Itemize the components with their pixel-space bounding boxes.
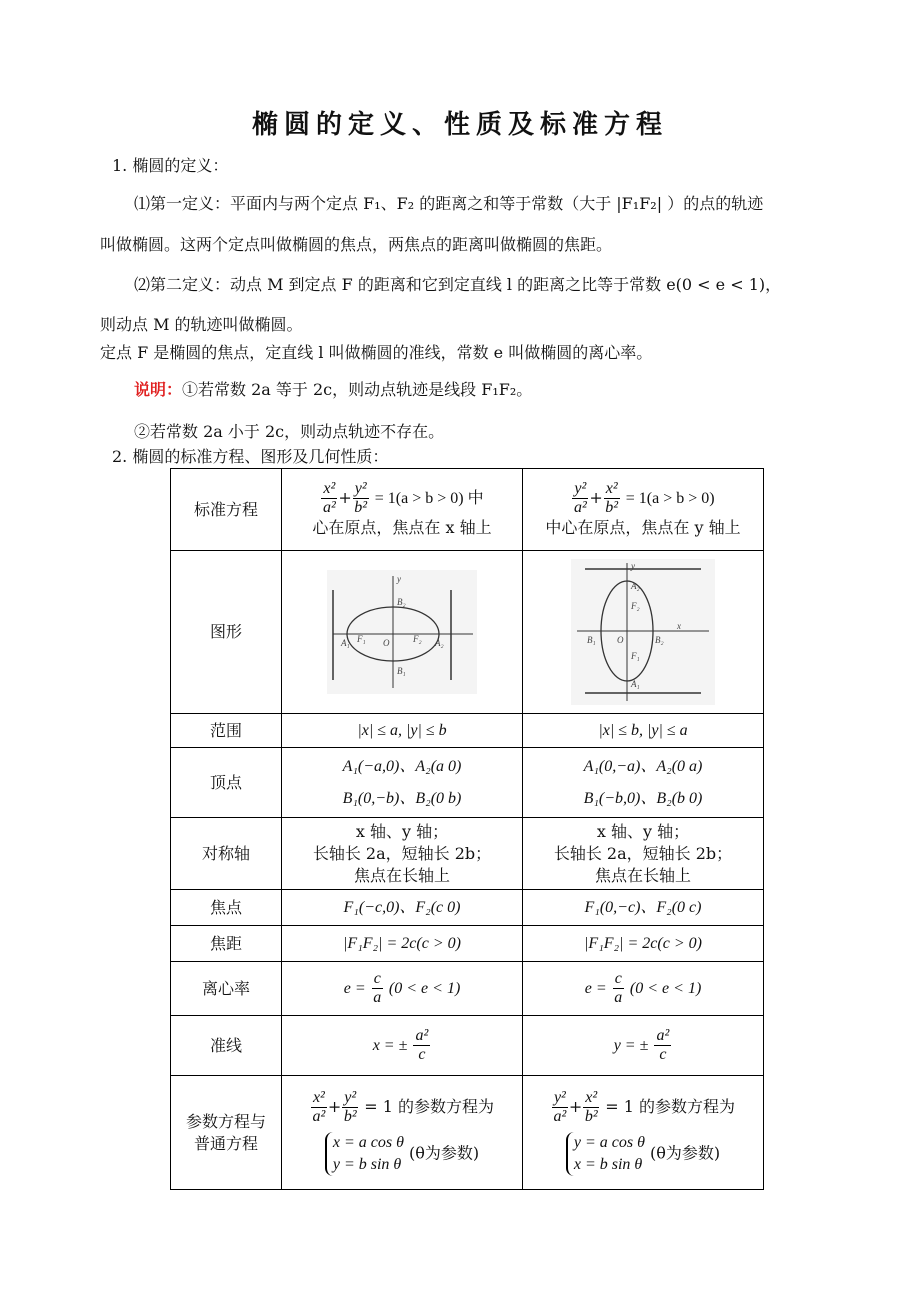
c2-figure — [523, 551, 764, 714]
fig2-label: y — [631, 561, 635, 571]
fig1-label: F₁ — [357, 634, 366, 644]
c2-focal: |F₁F₂| = 2c(c > 0) — [523, 926, 764, 962]
fig2-label: B₁ — [587, 635, 596, 645]
fig1-label: O — [383, 638, 390, 648]
row-standard — [171, 469, 764, 551]
row-axis — [171, 818, 764, 890]
label-standard: 标准方程 — [171, 469, 282, 551]
fig2-label: x — [677, 621, 681, 631]
c2-focus: F₁(0,−c)、F₂(0 c) — [523, 890, 764, 926]
fig2-label: B₂ — [655, 635, 664, 645]
frac: $\frac{\text{x²}}{\text{a²}}$ — [322, 480, 336, 516]
def2-line1: ⑵第二定义：动点 M 到定点 F 的距离和它到定直线 l 的距离之比等于常数 e(0 < e < 1)， — [134, 275, 782, 294]
row-param — [171, 1076, 764, 1190]
c2-standard: $\frac{\text{y²}}{\text{a²}}$ + $\frac{\text{x²}}{\text{b²}}$ = 1(a > b > 0) 中心在原点，焦点在 y 轴上 — [523, 469, 764, 551]
c1-focal: |F₁F₂| = 2c(c > 0) — [282, 926, 523, 962]
fig1-label: B₂ — [397, 597, 406, 607]
properties-table — [170, 468, 764, 1190]
fig2-label: F₂ — [631, 601, 640, 611]
fig2-label: O — [617, 635, 624, 645]
note1-text: ①若常数 2a 等于 2c，则动点轨迹是线段 F₁F₂。 — [182, 380, 533, 399]
row-focus — [171, 890, 764, 926]
c1-range: |x| ≤ a, |y| ≤ b — [282, 714, 523, 748]
fig1-label: B₁ — [397, 666, 406, 676]
label-range: 范围 — [171, 714, 282, 748]
def2-line2: 则动点 M 的轨迹叫做椭圆。 — [100, 315, 303, 334]
label-vertex: 顶点 — [171, 748, 282, 818]
def2-line3: 定点 F 是椭圆的焦点，定直线 l 叫做椭圆的准线，常数 e 叫做椭圆的离心率。 — [100, 343, 653, 362]
label-param: 参数方程与普通方程 — [171, 1076, 282, 1190]
note-label: 说明： — [134, 380, 183, 399]
fig1-label: y — [397, 574, 401, 584]
fig2-label: F₁ — [631, 651, 640, 661]
frac: $\frac{\text{x²}}{\text{b²}}$ — [605, 480, 619, 516]
c1-axis: x 轴、y 轴； 长轴长 2a，短轴长 2b； 焦点在长轴上 — [282, 818, 523, 890]
fig1-label: F₂ — [413, 634, 422, 644]
label-ecc: 离心率 — [171, 962, 282, 1016]
c1-focus: F₁(−c,0)、F₂(c 0) — [282, 890, 523, 926]
label-figure: 图形 — [171, 551, 282, 714]
label-focal: 焦距 — [171, 926, 282, 962]
sec1-heading: 1. 椭圆的定义： — [112, 156, 229, 175]
row-ecc — [171, 962, 764, 1016]
page-title: 椭圆的定义、性质及标准方程 — [251, 110, 668, 140]
fig2-label: A₂ — [631, 581, 640, 591]
frac: $\frac{\text{y²}}{\text{b²}}$ — [354, 480, 368, 516]
sec2-heading: 2. 椭圆的标准方程、图形及几何性质： — [112, 447, 389, 466]
frac: $\frac{\text{y²}}{\text{a²}}$ — [573, 480, 587, 516]
c2-directrix: y = ± $\frac{\text{a²}}{c}$ — [523, 1016, 764, 1076]
c1-standard: $\frac{\text{x²}}{\text{a²}}$ + $\frac{\text{y²}}{\text{b²}}$ = 1(a > b > 0) 中 心在原点，焦点在 x 轴上 — [282, 469, 523, 551]
fig1-label: A₂ — [435, 638, 444, 648]
label-focus: 焦点 — [171, 890, 282, 926]
row-range — [171, 714, 764, 748]
fig2-label: A₁ — [631, 679, 640, 689]
c2-ecc: e = $\frac{c}{a}$ (0 < e < 1) — [523, 962, 764, 1016]
def1-line2: 叫做椭圆。这两个定点叫做椭圆的焦点，两焦点的距离叫做椭圆的焦距。 — [100, 235, 613, 254]
c2-range: |x| ≤ b, |y| ≤ a — [523, 714, 764, 748]
row-directrix — [171, 1016, 764, 1076]
row-focal — [171, 926, 764, 962]
c2-axis: x 轴、y 轴； 长轴长 2a，短轴长 2b； 焦点在长轴上 — [523, 818, 764, 890]
ellipse-x-figure — [327, 570, 477, 694]
c1-directrix: x = ± $\frac{\text{a²}}{c}$ — [282, 1016, 523, 1076]
row-figure — [171, 551, 764, 714]
label-axis: 对称轴 — [171, 818, 282, 890]
c2-vertex: A₁(0,−a)、A₂(0 a) B₁(−b,0)、B₂(b 0) — [523, 748, 764, 818]
label-directrix: 准线 — [171, 1016, 282, 1076]
c2-param: $\frac{\text{y²}}{\text{a²}}$ + $\frac{\text{x²}}{\text{b²}}$ = 1 的参数方程为 y = a cos θ x = b sin θ (θ为参数) — [523, 1076, 764, 1190]
note-1 — [134, 379, 532, 401]
row-vertex — [171, 748, 764, 818]
c1-param: $\frac{\text{x²}}{\text{a²}}$ + $\frac{\text{y²}}{\text{b²}}$ = 1 的参数方程为 x = a cos θ y = b sin θ (θ为参数) — [282, 1076, 523, 1190]
c1-ecc: e = $\frac{c}{a}$ (0 < e < 1) — [282, 962, 523, 1016]
note-2: ②若常数 2a 小于 2c，则动点轨迹不存在。 — [134, 422, 445, 441]
fig1-label: A₁ — [341, 638, 350, 648]
def1-line1: ⑴第一定义：平面内与两个定点 F₁、F₂ 的距离之和等于常数（大于 |F₁F₂| ）的点的轨迹 — [134, 194, 764, 213]
c1-figure — [282, 551, 523, 714]
ellipse-y-figure — [571, 559, 715, 705]
c1-vertex: A₁(−a,0)、A₂(a 0) B₁(0,−b)、B₂(0 b) — [282, 748, 523, 818]
